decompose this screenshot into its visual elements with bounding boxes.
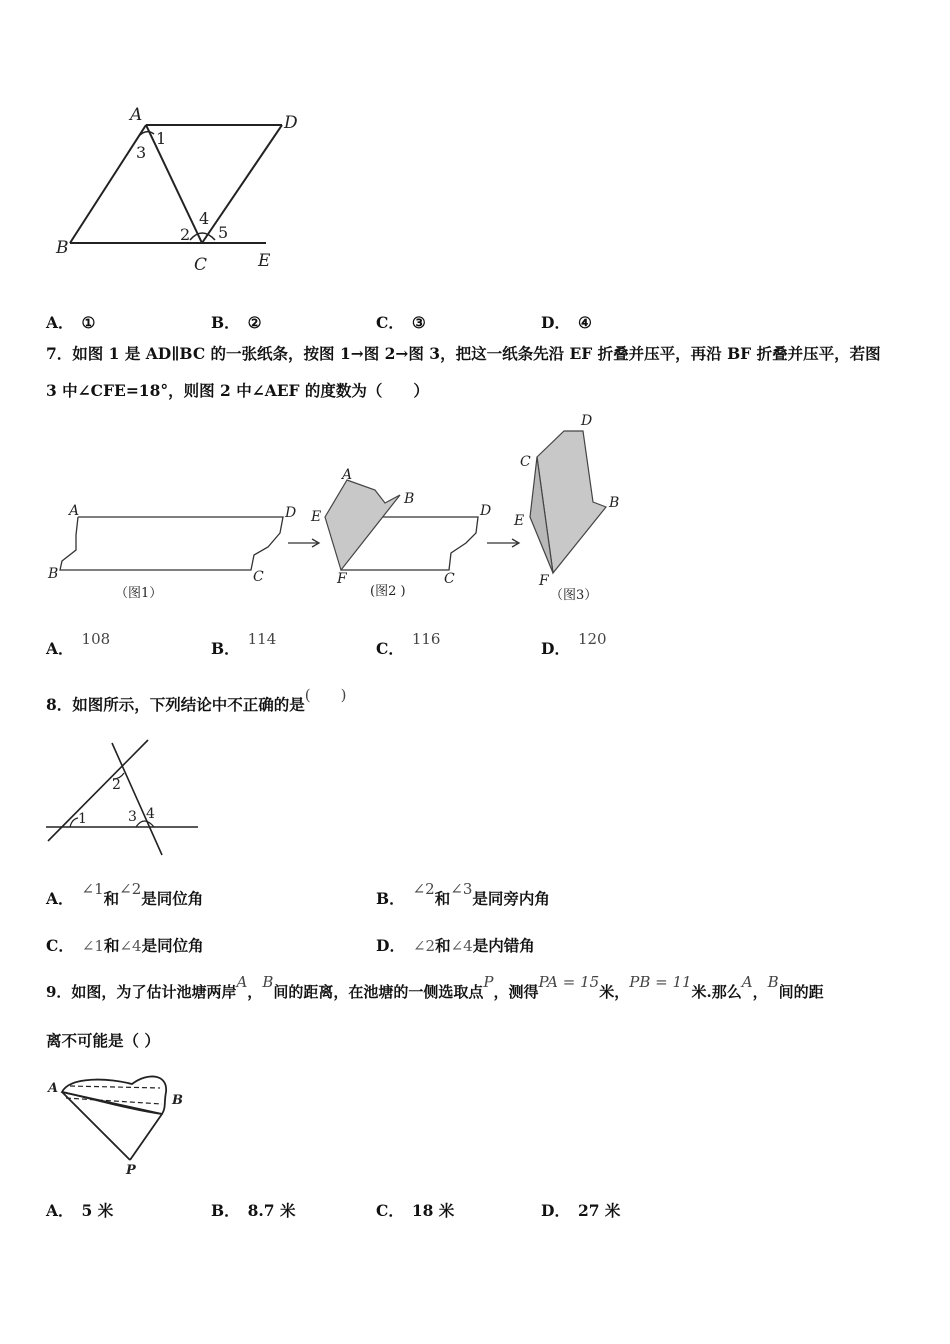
- fig8-label-1: 1: [78, 811, 87, 827]
- q9-stem-line2: 离不可能是（ ）: [46, 1031, 160, 1050]
- q8-answer-paren: ( ): [304, 686, 347, 704]
- fig1-label-A: A: [69, 503, 80, 519]
- fig8-label-4: 4: [146, 806, 155, 822]
- q9-option-b[interactable]: B． 8.7 米: [211, 1201, 296, 1220]
- fig3-label-C: C: [520, 454, 531, 470]
- q7-stem-line2: 3 中∠CFE=18°，则图 2 中∠AEF 的度数为（ ）: [46, 381, 429, 400]
- q9-stem-line1: 9．如图，为了估计池塘两岸A，B间的距离，在池塘的一侧选取点P，测得PA = 15米，PB = 11米.那么A，B间的距: [46, 973, 824, 1001]
- fig3-label-E: E: [514, 513, 525, 529]
- q8-stem: 8．如图所示，下列结论中不正确的是( ): [46, 686, 347, 714]
- pond-figure: [40, 1068, 200, 1180]
- paper-fold-figure: [40, 405, 640, 615]
- fig3-caption: （图3）: [550, 588, 598, 603]
- q7-option-c[interactable]: C． 116: [376, 630, 441, 658]
- q6-option-c[interactable]: C． ③: [376, 313, 426, 332]
- fig1-label-B: B: [48, 566, 59, 582]
- q8-option-b[interactable]: B． ∠2和∠3是同旁内角: [376, 880, 550, 908]
- fig2-label-A: A: [342, 467, 353, 483]
- label-B: B: [56, 238, 69, 258]
- q6-option-a[interactable]: A． ①: [46, 313, 96, 332]
- fig1-caption: （图1）: [115, 586, 163, 601]
- q7-stem-line1: 7．如图 1 是 AD∥BC 的一张纸条，按图 1→图 2→图 3，把这一纸条先沿 EF 折叠并压平，再沿 BF 折叠并压平，若图: [46, 344, 881, 363]
- label-4: 4: [199, 209, 210, 228]
- q7-option-a[interactable]: A． 108: [46, 630, 111, 658]
- q6-option-b[interactable]: B． ②: [211, 313, 262, 332]
- fig9-label-B: B: [172, 1093, 183, 1108]
- q6-option-d[interactable]: D． ④: [541, 313, 592, 332]
- label-2: 2: [180, 225, 191, 244]
- fig9-label-A: A: [48, 1081, 59, 1096]
- fig2-label-D: D: [480, 503, 492, 519]
- q9-option-c[interactable]: C． 18 米: [376, 1201, 455, 1220]
- fig2-label-C: C: [444, 571, 455, 587]
- q7-option-b[interactable]: B． 114: [211, 630, 277, 658]
- fig3-label-F: F: [539, 573, 549, 589]
- fig9-label-P: P: [126, 1163, 136, 1178]
- q7-option-d[interactable]: D． 120: [541, 630, 607, 658]
- fig1-label-C: C: [253, 569, 264, 585]
- q9-option-d[interactable]: D． 27 米: [541, 1201, 621, 1220]
- q9-option-a[interactable]: A． 5 米: [46, 1201, 114, 1220]
- fig2-caption: (图2 ): [370, 584, 406, 599]
- fig8-label-3: 3: [128, 809, 137, 825]
- label-A: A: [130, 105, 143, 125]
- q8-option-c[interactable]: C． ∠1和∠4是同位角: [46, 936, 204, 955]
- q8-option-d[interactable]: D． ∠2和∠4是内错角: [376, 936, 535, 955]
- label-1: 1: [156, 129, 167, 148]
- label-3: 3: [136, 143, 147, 162]
- q8-option-a[interactable]: A． ∠1和∠2是同位角: [46, 880, 204, 908]
- transversal-figure: [40, 735, 210, 860]
- label-E: E: [258, 251, 271, 271]
- fig2-label-B: B: [404, 491, 415, 507]
- fig8-label-2: 2: [112, 777, 121, 793]
- fig3-label-D: D: [581, 413, 593, 429]
- fig1-label-D: D: [285, 505, 297, 521]
- fig2-label-E: E: [311, 509, 322, 525]
- parallelogram-figure: [50, 100, 310, 280]
- fig3-label-B: B: [609, 495, 620, 511]
- label-C: C: [194, 255, 208, 275]
- label-5: 5: [218, 223, 229, 242]
- label-D: D: [284, 113, 298, 133]
- fig2-label-F: F: [337, 571, 347, 587]
- fig2-folded-region: [325, 480, 400, 570]
